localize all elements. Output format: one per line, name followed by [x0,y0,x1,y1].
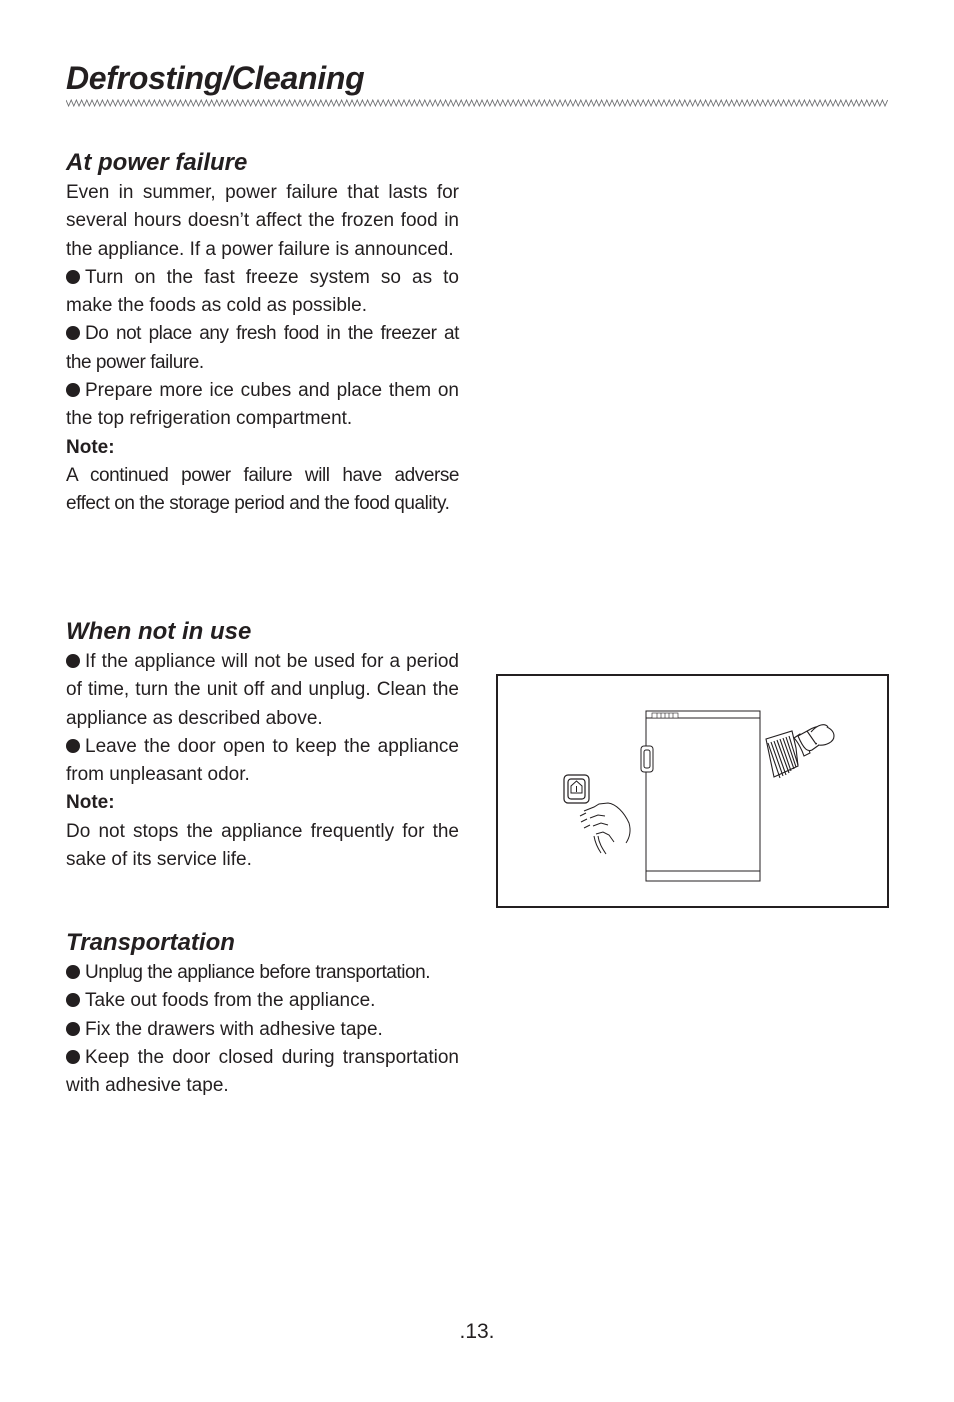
title-zigzag-rule [66,97,888,109]
bullet-icon [66,1050,80,1064]
unplug-and-clean-illustration [498,676,887,906]
bullet-icon [66,739,80,753]
section-heading-not-in-use: When not in use [66,618,252,645]
list-item: Do not place any fresh food in the freezer at the power failure. [66,323,459,373]
list-item: Keep the door closed during transportation with adhesive tape. [66,1046,459,1097]
list-item: Fix the drawers with adhesive tape. [66,1016,459,1044]
hand-holding-plug-icon [580,803,630,854]
list-item: Turn on the fast freeze system so as to make the foods as cold as possible. [66,266,459,317]
list-item: Leave the door open to keep the appliance from unpleasant odor. [66,735,459,786]
note-text: Do not stops the appliance frequently for the sake of its service life. [66,820,459,871]
section-not-in-use [66,617,459,874]
illustration-frame [496,674,889,908]
bullet-icon [66,993,80,1007]
bullet-icon [66,326,80,340]
note-label: Note: [66,792,115,814]
list-item: Unplug the appliance before transportation. [66,959,459,987]
section-power-failure [66,148,459,519]
bullet-icon [66,270,80,284]
section-heading-transportation: Transportation [66,929,235,956]
bullet-icon [66,654,80,668]
bullet-icon [66,1022,80,1036]
page-title: Defrosting/Cleaning [66,60,365,96]
list-item: Take out foods from the appliance. [66,987,459,1015]
cleaning-brush-icon [766,725,834,778]
bullet-icon [66,965,80,979]
note-label: Note: [66,436,115,458]
list-item: Prepare more ice cubes and place them on the top refrigeration compartment. [66,380,459,430]
list-item: If the appliance will not be used for a period of time, turn the unit off and unplug. Clean the appliance as described above. [66,651,459,729]
wall-socket-icon [564,775,589,803]
bullet-icon [66,383,80,397]
note-text: A continued power failure will have adverse effect on the storage period and the food quality. [66,464,459,515]
page-number: .13. [459,1320,495,1343]
power-failure-intro: Even in summer, power failure that lasts for several hours doesn’t affect the frozen food in the appliance. If a power failure is announced. [66,182,459,260]
section-heading-power-failure: At power failure [66,149,248,176]
section-transportation [66,928,459,1100]
freezer-icon [641,711,760,881]
